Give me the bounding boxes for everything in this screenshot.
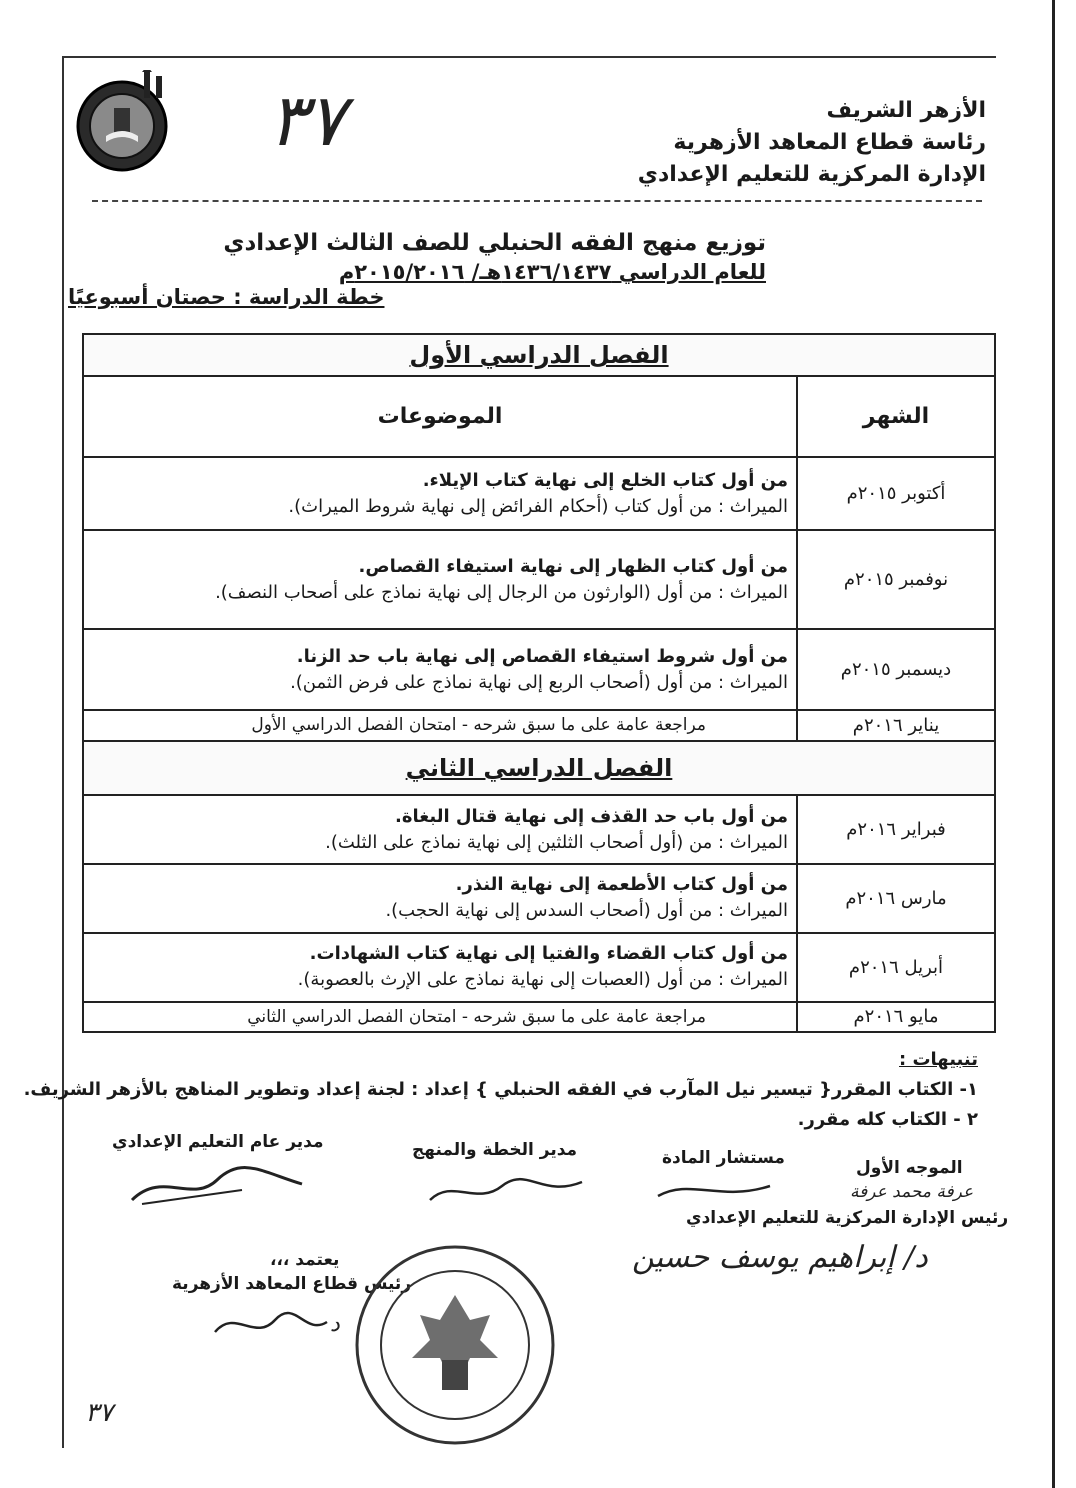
semester1-title: الفصل الدراسي الأول (83, 334, 995, 376)
header-line-1: الأزهر الشريف (826, 98, 986, 123)
table-row (83, 1002, 995, 1032)
table-row (83, 933, 995, 1002)
topic-inheritance: الميراث : من أول كتاب (أحكام الفرائض إلى نهاية شروط الميراث). (288, 495, 788, 517)
header-line-3: الإدارة المركزية للتعليم الإعدادي (637, 162, 986, 187)
subject-advisor-signature (650, 1172, 780, 1206)
notes-title: تنبيهات : (899, 1049, 978, 1070)
review-cell: مراجعة عامة على ما سبق شرحه - امتحان الفصل الدراسي الثاني (83, 1002, 797, 1032)
topic-main: من أول باب حد القذف إلى نهاية قتال البغاة. (394, 805, 788, 827)
sig-sector-head: رئيس قطاع المعاهد الأزهرية (172, 1274, 412, 1294)
month-cell: أبريل ٢٠١٦م (797, 933, 995, 1002)
topic-inheritance: الميراث : من أول (أصحاب الربع إلى نهاية نماذج على فرض الثمن). (290, 671, 788, 693)
table-row (83, 864, 995, 933)
topic-cell (83, 933, 797, 1002)
topic-main: من أول كتاب الظهار إلى نهاية استيفاء القصاص. (358, 555, 788, 577)
approval-label: يعتمد ،،، (270, 1250, 340, 1270)
sig-director-general: مدير عام التعليم الإعدادي (112, 1132, 324, 1152)
first-supervisor-name: عرفة محمد عرفة (850, 1182, 974, 1202)
semester2-title: الفصل الدراسي الثاني (83, 741, 995, 796)
plan-director-signature (422, 1170, 592, 1210)
title-line-2: للعام الدراسي ١٤٣٦/١٤٣٧هـ/ ٢٠١٥/٢٠١٦م (338, 260, 766, 284)
note-1: ١- الكتاب المقرر{ تيسير نيل المآرب في الفقه الحنبلي } إعداد : لجنة إعداد وتطوير المناهج بالأزهر الشريف. (23, 1079, 978, 1100)
month-cell: يناير ٢٠١٦م (797, 710, 995, 740)
sig-central-admin-head: رئيس الإدارة المركزية للتعليم الإعدادي (686, 1208, 1009, 1228)
sector-head-signature: د (330, 1312, 340, 1337)
note-2: ٢ - الكتاب كله مقرر. (797, 1109, 978, 1130)
header-line-2: رئاسة قطاع المعاهد الأزهرية (673, 130, 986, 155)
topic-cell (83, 795, 797, 864)
topics-header: الموضوعات (83, 376, 797, 457)
topic-main: من أول كتاب القضاء والفتيا إلى نهاية كتاب الشهادات. (309, 943, 788, 965)
topic-cell (83, 530, 797, 629)
month-cell: مايو ٢٠١٦م (797, 1002, 995, 1032)
topic-cell (83, 629, 797, 710)
azhar-logo (70, 70, 174, 174)
month-cell: أكتوبر ٢٠١٥م (797, 457, 995, 530)
topic-inheritance: الميراث : من أول (الوارثون من الرجال إلى نهاية نماذج على أصحاب النصف). (215, 581, 788, 603)
topic-main: من أول كتاب الأطعمة إلى نهاية النذر. (455, 874, 788, 896)
scan-edge (1052, 0, 1055, 1488)
month-header: الشهر (797, 376, 995, 457)
month-cell: مارس ٢٠١٦م (797, 864, 995, 933)
month-cell: فبراير ٢٠١٦م (797, 795, 995, 864)
sig-subject-advisor: مستشار المادة (662, 1148, 785, 1168)
footer-page-number: ٣٧ (85, 1398, 113, 1428)
topic-inheritance: الميراث : من أول (العصبات إلى نهاية نماذج على الإرث بالعصوبة). (297, 969, 788, 991)
table-row (83, 457, 995, 530)
director-general-signature (122, 1160, 312, 1208)
curriculum-table (82, 333, 996, 1033)
table-row (83, 795, 995, 864)
document-title (223, 228, 766, 286)
table-row (83, 530, 995, 629)
header-divider (92, 200, 982, 202)
institution-header (638, 95, 986, 191)
sig-first-supervisor: الموجه الأول (856, 1158, 963, 1178)
handwritten-page-number: ٣٧ (268, 78, 346, 162)
notes-section (24, 1045, 978, 1135)
topic-main: من أول كتاب الخلع إلى نهاية كتاب الإيلاء. (422, 469, 788, 491)
table-row (83, 710, 995, 740)
review-cell: مراجعة عامة على ما سبق شرحه - امتحان الفصل الدراسي الأول (83, 710, 797, 740)
study-plan: خطة الدراسة : حصتان أسبوعيًا (68, 285, 385, 309)
official-stamp (350, 1240, 560, 1450)
title-line-1: توزيع منهج الفقه الحنبلي للصف الثالث الإعدادي (223, 230, 766, 256)
topic-main: من أول شروط استيفاء القصاص إلى نهاية باب حد الزنا. (296, 645, 788, 667)
topic-inheritance: الميراث : من أول (أصحاب السدس إلى نهاية الحجب). (385, 900, 788, 922)
sector-head-scribble (205, 1302, 335, 1346)
sig-plan-director: مدير الخطة والمنهج (412, 1140, 578, 1160)
month-cell: ديسمبر ٢٠١٥م (797, 629, 995, 710)
table-row (83, 629, 995, 710)
topic-cell (83, 864, 797, 933)
topic-cell (83, 457, 797, 530)
topic-inheritance: الميراث : من (أول أصحاب الثلثين إلى نهاية نماذج على الثلث). (325, 831, 788, 853)
month-cell: نوفمبر ٢٠١٥م (797, 530, 995, 629)
central-admin-signature: د/ إبراهيم يوسف حسين (632, 1240, 928, 1275)
